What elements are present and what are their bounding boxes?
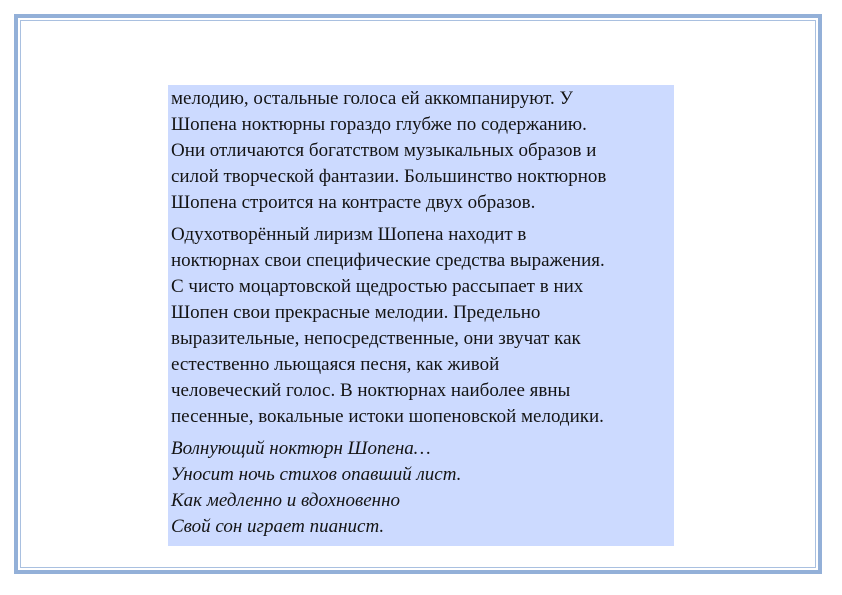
text-block bbox=[168, 85, 674, 546]
paragraph-1: мелодию, остальные голоса ей аккомпанируют. У Шопена ноктюрны гораздо глубже по содержанию. Они отличаются богатством музыкальных образов и силой творческой фантазии. Большинство ноктюрнов Шопена строится на контрасте двух образов. bbox=[171, 88, 607, 213]
poem: Волнующий ноктюрн Шопена… Уносит ночь стихов опавший лист. Как медленно и вдохновенно Свой сон играет пианист. bbox=[171, 438, 462, 537]
paragraph-2: Одухотворённый лиризм Шопена находит в ноктюрнах свои специфические средства выражения. С чисто моцартовской щедростью рассыпает в них Шопен свои прекрасные мелодии. Предельно выразительные, непосредственные, они звучат как естественно льющаяся песня, как живой человеческий голос. В ноктюрнах наиболее явны песенные, вокальные истоки шопеновской мелодики. bbox=[171, 224, 605, 427]
